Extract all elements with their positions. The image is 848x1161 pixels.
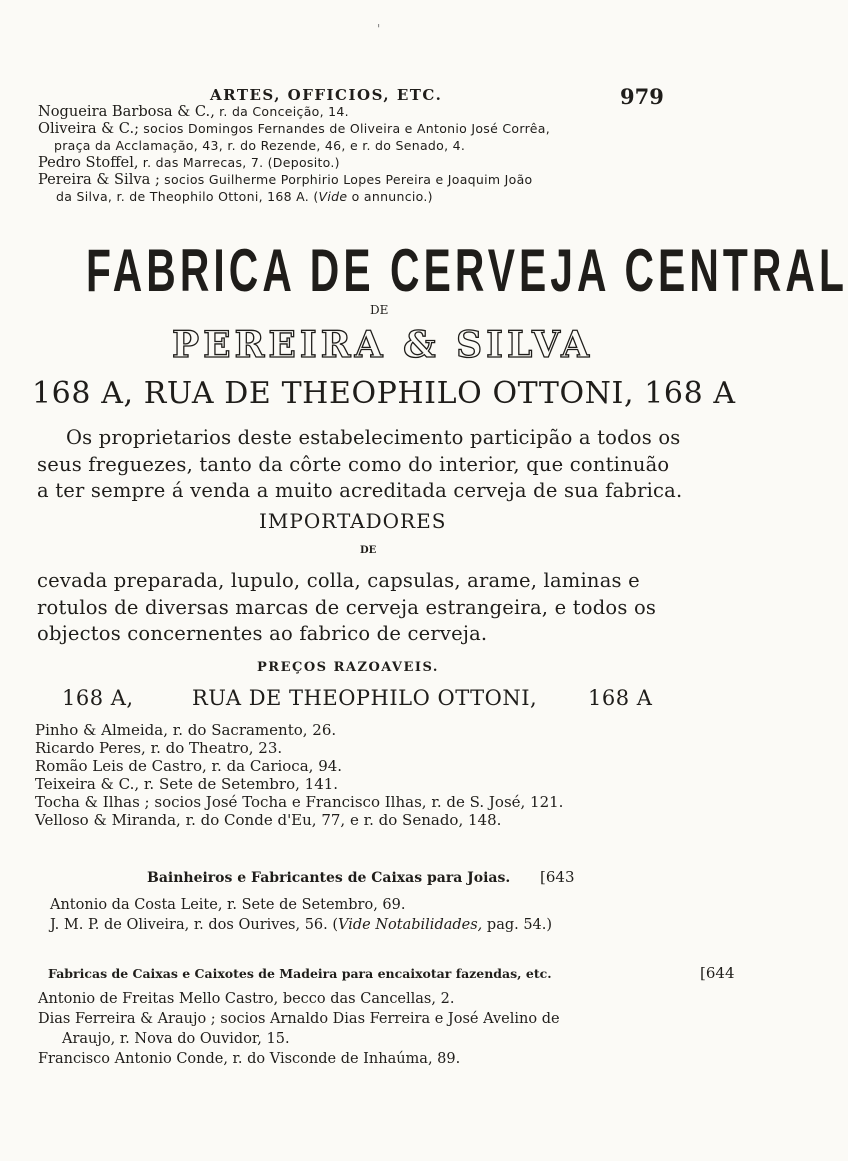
entry-details: socios Domingos Fernandes de Oliveira e Antonio José Corrêa, [139, 121, 550, 136]
advert-importers: IMPORTADORES [259, 509, 447, 533]
advert-body-line: seus freguezes, tanto da côrte como do interior, que continuão [37, 453, 670, 476]
advert-body-line: a ter sempre á venda a muito acreditada cerveja de sua fabrica. [37, 479, 683, 502]
directory-entry [38, 155, 340, 171]
running-header: ARTES, OFFICIOS, ETC. [210, 86, 443, 104]
directory-entry: Teixeira & C., r. Sete de Setembro, 141. [35, 775, 339, 793]
section-heading: Fabricas de Caixas e Caixotes de Madeira para encaixotar fazendas, etc. [48, 966, 552, 981]
entry-ref-title: Notabilidades, [370, 917, 483, 933]
advert-address-footer-street: RUA DE THEOPHILO OTTONI, [192, 686, 538, 710]
section-heading: Bainheiros e Fabricantes de Caixas para Joias. [147, 870, 511, 886]
directory-entry-continuation: Araujo, r. Nova do Ouvidor, 15. [62, 1031, 290, 1047]
entry-vide: Vide [338, 917, 371, 933]
directory-entry: Francisco Antonio Conde, r. do Visconde de Inhaúma, 89. [38, 1051, 461, 1067]
entry-name: Oliveira & C.; [38, 120, 139, 137]
directory-entry: Dias Ferreira & Araujo ; socios Arnaldo Dias Ferreira e José Avelino de [38, 1011, 560, 1027]
advert-firm-name: PEREIRA & SILVA [172, 324, 594, 366]
directory-entry [38, 104, 349, 120]
advert-body-line: Os proprietarios deste estabelecimento participão a todos os [66, 426, 681, 449]
directory-entry [38, 121, 550, 137]
directory-entry: Tocha & Ilhas ; socios José Tocha e Francisco Ilhas, r. de S. José, 121. [35, 793, 564, 811]
directory-entry [50, 917, 552, 933]
directory-entry: Velloso & Miranda, r. do Conde d'Eu, 77, e r. do Senado, 148. [35, 811, 502, 829]
section-ref: [643 [540, 868, 575, 886]
entry-details: r. da Conceição, 14. [214, 104, 349, 119]
directory-entry: Pinho & Almeida, r. do Sacramento, 26. [35, 721, 337, 739]
entry-vide: Vide [318, 189, 348, 204]
entry-details: praça da Acclamação, 43, r. do Rezende, 46, e r. do Senado, 4. [54, 138, 466, 153]
entry-details-end: o annuncio.) [347, 189, 433, 204]
directory-entry-continuation [54, 138, 465, 154]
directory-entry: Antonio da Costa Leite, r. Sete de Setembro, 69. [50, 897, 406, 913]
advert-items-line: cevada preparada, lupulo, colla, capsulas, arame, laminas e [37, 569, 640, 592]
advert-de-small: DE [360, 545, 377, 556]
directory-entry [38, 172, 533, 188]
advert-items-line: objectos concernentes ao fabrico de cerveja. [37, 622, 488, 645]
section-ref: [644 [700, 964, 735, 982]
advert-address-footer-right: 168 A [588, 686, 653, 710]
directory-entry-continuation [56, 189, 433, 205]
page-number: 979 [620, 84, 664, 109]
entry-details: r. das Marrecas, 7. (Deposito.) [138, 155, 340, 170]
entry-details: da Silva, r. de Theophilo Ottoni, 168 A. ( [56, 189, 319, 204]
entry-name: Nogueira Barbosa & C., [38, 103, 215, 120]
directory-entry: Ricardo Peres, r. do Theatro, 23. [35, 739, 283, 757]
advert-prices: PREÇOS RAZOAVEIS. [257, 660, 439, 675]
directory-entry: Antonio de Freitas Mello Castro, becco das Cancellas, 2. [38, 991, 455, 1007]
advert-address: 168 A, RUA DE THEOPHILO OTTONI, 168 A [32, 376, 736, 411]
entry-details-end: pag. 54.) [482, 917, 553, 933]
entry-details: socios Guilherme Porphirio Lopes Pereira e Joaquim João [159, 172, 533, 187]
directory-entry: Romão Leis de Castro, r. da Carioca, 94. [35, 757, 343, 775]
printer-mark: ' [377, 22, 381, 36]
entry-name: Pedro Stoffel, [38, 154, 139, 171]
advert-title: FABRICA DE CERVEJA CENTRAL [86, 237, 848, 304]
advert-address-footer-left: 168 A, [62, 686, 134, 710]
advert-de: DE [370, 303, 389, 317]
entry-details: J. M. P. de Oliveira, r. dos Ourives, 56. ( [50, 917, 339, 933]
entry-name: Pereira & Silva ; [38, 171, 160, 188]
advert-items-line: rotulos de diversas marcas de cerveja estrangeira, e todos os [37, 596, 657, 619]
